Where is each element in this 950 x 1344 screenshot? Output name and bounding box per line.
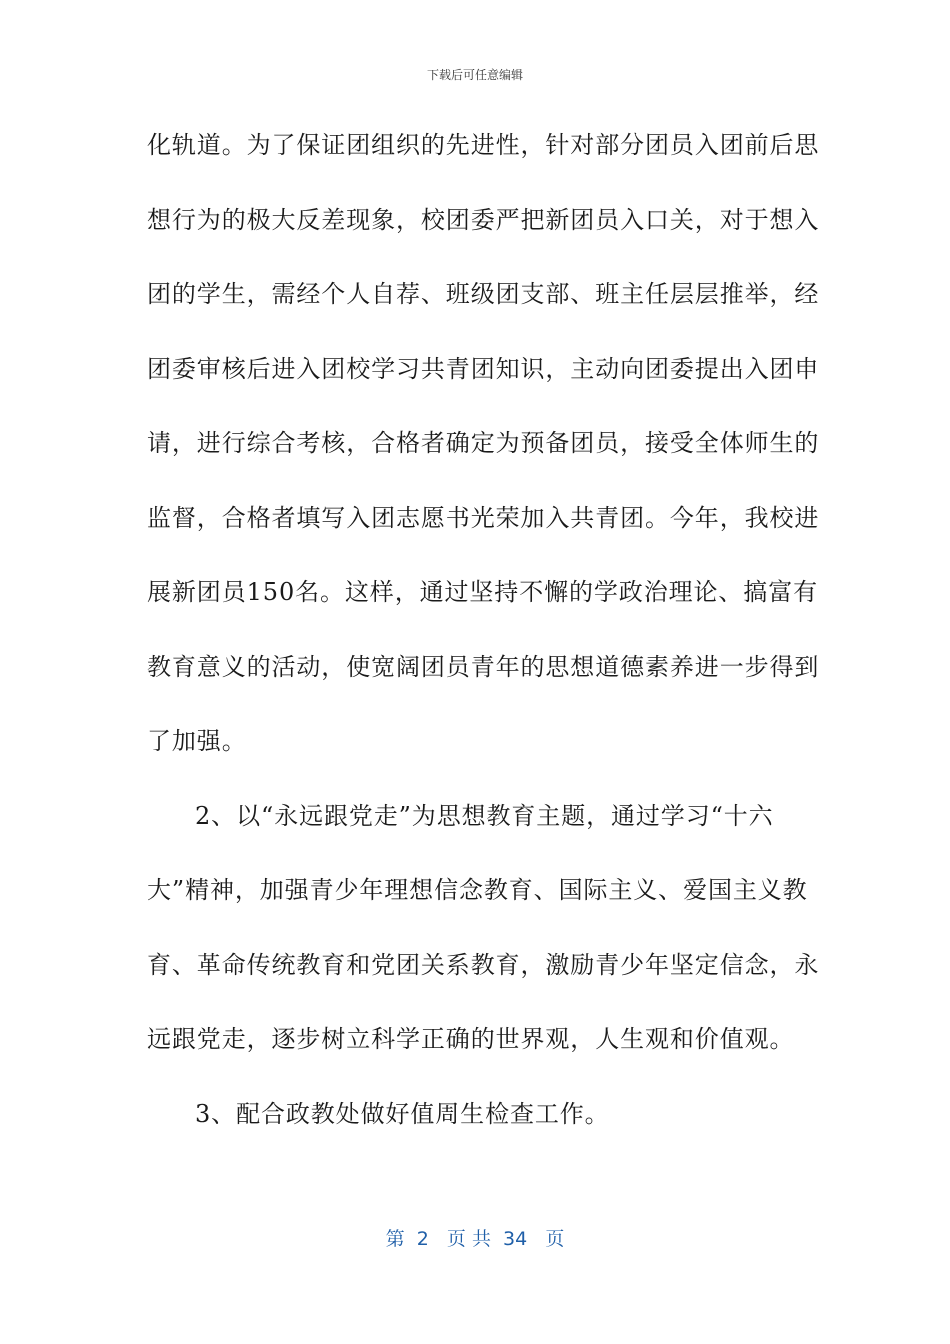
text-line-8: 教育意义的活动，使宽阔团员青年的思想道德素养进一步得到 bbox=[147, 652, 820, 681]
text-line-10: 2、以“永远跟党走”为思想教育主题，通过学习“十六 bbox=[195, 801, 774, 830]
text-line-13: 远跟党走，逐步树立科学正确的世界观，人生观和价值观。 bbox=[147, 1025, 795, 1053]
text-line-4: 团委审核后进入团校学习共青团知识，主动向团委提出入团申 bbox=[147, 354, 820, 383]
document-body bbox=[147, 120, 820, 1163]
text-line-9: 了加强。 bbox=[147, 727, 247, 755]
text-line-5: 请，进行综合考核，合格者确定为预备团员，接受全体师生的 bbox=[147, 429, 820, 457]
text-line-11: 大”精神，加强青少年理想信念教育、国际主义、爱国主义教 bbox=[147, 876, 808, 904]
text-line-7: 展新团员150名。这样，通过坚持不懈的学政治理论、搞富有 bbox=[147, 578, 819, 606]
text-line-1: 化轨道。为了保证团组织的先进性，针对部分团员入团前后思 bbox=[147, 131, 820, 159]
text-line-2: 想行为的极大反差现象，校团委严把新团员入口关，对于想入 bbox=[147, 205, 820, 234]
text-line-14: 3、配合政教处做好值周生检查工作。 bbox=[195, 1099, 610, 1128]
page-footer: 第 2 页 共 34 页 bbox=[385, 1228, 565, 1250]
text-line-3: 团的学生，需经个人自荐、班级团支部、班主任层层推举，经 bbox=[147, 280, 820, 308]
text-line-12: 育、革命传统教育和党团关系教育，激励青少年坚定信念，永 bbox=[147, 950, 820, 979]
page-header: 下载后可任意编辑 bbox=[426, 68, 523, 82]
text-line-6: 监督，合格者填写入团志愿书光荣加入共青团。今年，我校进 bbox=[147, 503, 820, 532]
